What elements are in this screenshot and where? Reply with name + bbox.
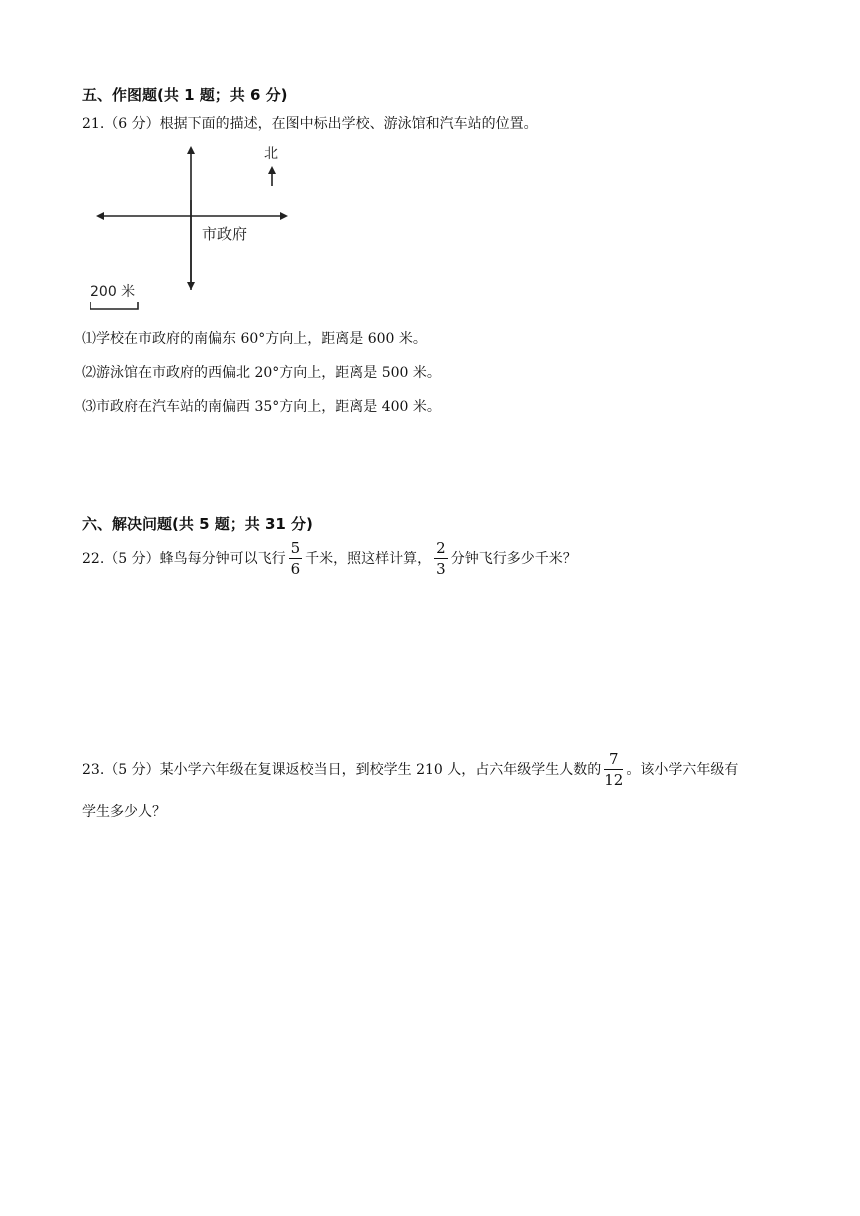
question-21-item-3: ⑶市政府在汽车站的南偏西 35°方向上，距离是 400 米。	[82, 399, 441, 415]
section-6-heading: 六、解决问题(共 5 题；共 31 分)	[82, 515, 313, 533]
north-label: 北	[264, 146, 278, 162]
fraction-denominator: 3	[436, 560, 446, 578]
fraction-five-sixths	[289, 541, 303, 577]
fraction-two-thirds	[434, 541, 448, 577]
question-23-line-2: 学生多少人？	[82, 804, 166, 820]
question-22	[82, 537, 577, 581]
question-21-item-1: ⑴学校在市政府的南偏东 60°方向上，距离是 600 米。	[82, 331, 427, 347]
scale-label: 200 米	[90, 284, 136, 300]
question-23-prefix: 23.（5 分）某小学六年级在复课返校当日，到校学生 210 人，占六年级学生人数的	[82, 762, 602, 778]
fraction-denominator: 12	[604, 771, 624, 789]
question-23	[82, 748, 738, 792]
scale-bar	[90, 302, 138, 309]
question-22-suffix: 分钟飞行多少千米？	[450, 551, 577, 567]
question-22-prefix: 22.（5 分）蜂鸟每分钟可以飞行	[82, 551, 286, 567]
fraction-seven-twelfths	[604, 752, 623, 788]
question-21-text: 21.（6 分）根据下面的描述，在图中标出学校、游泳馆和汽车站的位置。	[82, 116, 538, 132]
question-22-middle: 千米，照这样计算，	[305, 551, 432, 567]
fraction-numerator: 7	[604, 752, 623, 770]
question-23-suffix: 。该小学六年级有	[626, 762, 739, 778]
city-hall-label: 市政府	[202, 225, 248, 243]
section-5-heading: 五、作图题(共 1 题；共 6 分)	[82, 86, 288, 104]
fraction-denominator: 6	[290, 560, 301, 578]
fraction-numerator: 5	[290, 539, 301, 557]
direction-diagram	[90, 140, 300, 315]
fraction-numerator: 2	[436, 539, 446, 557]
question-21-item-2: ⑵游泳馆在市政府的西偏北 20°方向上，距离是 500 米。	[82, 365, 441, 381]
